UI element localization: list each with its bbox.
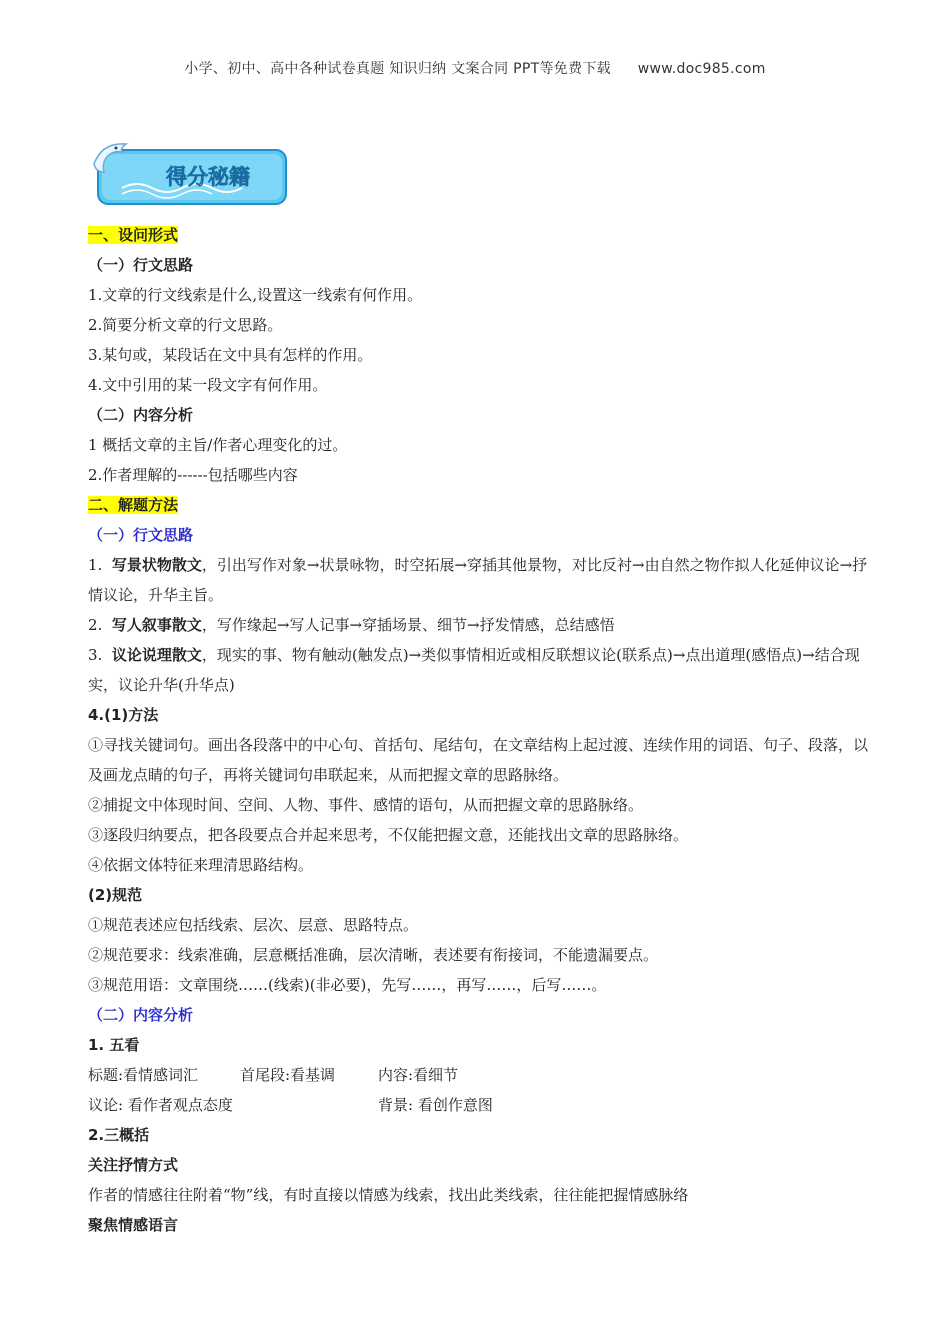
five-look-cell: 内容:看细节 [378, 1066, 459, 1084]
five-look-row-2 [88, 1090, 868, 1120]
list-item: ②捕捉文中体现时间、空间、人物、事件、感情的语句，从而把握文章的思路脉络。 [88, 796, 644, 814]
main-content [88, 220, 868, 1240]
three-summary-heading: 2.三概括 [88, 1126, 150, 1144]
list-item: 1.文章的行文线索是什么,设置这一线索有何作用。 [88, 286, 423, 304]
dolphin-badge-icon [92, 138, 288, 208]
section-title-1: 一、设问形式 [88, 226, 179, 244]
list-item: ②规范要求：线索准确，层意概括准确，层次清晰，表述要有衔接词，不能遗漏要点。 [88, 946, 659, 964]
method-label: 议论说理散文 [111, 646, 202, 664]
five-look-cell: 标题:看情感词汇 [88, 1066, 199, 1084]
method-4-heading: 4.(1)方法 [88, 706, 159, 724]
list-item: ③逐段归纳要点，把各段要点合并起来思考，不仅能把握文意，还能找出文章的思路脉络。 [88, 826, 689, 844]
subsection-1-1: （一）行文思路 [88, 256, 194, 274]
badge-label: 得分秘籍 [166, 165, 250, 189]
method-num: 1. [88, 556, 103, 574]
list-item: ③规范用语：文章围绕……(线索)(非必要)，先写……，再写……，后写……。 [88, 976, 607, 994]
method-label: 写人叙事散文 [111, 616, 202, 634]
list-item: ④依据文体特征来理清思路结构。 [88, 856, 314, 874]
method-text: ，引出写作对象→状景咏物，时空拓展→穿插其他景物，对比反衬→由自然之物作拟人化延伸议论→抒情议论，升华主旨。 [88, 556, 868, 604]
header-url[interactable]: www.doc985.com [637, 61, 766, 77]
header-text: 小学、初中、高中各种试卷真题 知识归纳 文案合同 PPT等免费下载 [184, 61, 611, 77]
method-item-2 [88, 610, 868, 640]
method-label: 写景状物散文 [111, 556, 202, 574]
page-header [0, 58, 950, 78]
list-item: 2.简要分析文章的行文思路。 [88, 316, 283, 334]
five-look-row-1 [88, 1060, 868, 1090]
method-item-3 [88, 640, 868, 700]
score-tips-badge [92, 138, 288, 208]
subsection-2-2: （二）内容分析 [88, 1006, 194, 1024]
lyric-text: 作者的情感往往附着“物”线，有时直接以情感为线索，找出此类线索，往往能把握情感脉络 [88, 1186, 689, 1204]
list-item: 2.作者理解的------包括哪些内容 [88, 466, 298, 484]
five-look-cell: 首尾段:看基调 [240, 1066, 336, 1084]
list-item: 4.文中引用的某一段文字有何作用。 [88, 376, 328, 394]
method-item-1 [88, 550, 868, 610]
subsection-1-2: （二）内容分析 [88, 406, 194, 424]
list-item: ①规范表述应包括线索、层次、层意、思路特点。 [88, 916, 419, 934]
subsection-2-1: （一）行文思路 [88, 526, 194, 544]
list-item: 3.某句或，某段话在文中具有怎样的作用。 [88, 346, 373, 364]
norm-heading: (2)规范 [88, 886, 143, 904]
emotion-language-heading: 聚焦情感语言 [88, 1216, 179, 1234]
method-text: ，现实的事、物有触动(触发点)→类似事情相近或相反联想议论(联系点)→点出道理(感悟点)→结合现实，议论升华(升华点) [88, 646, 860, 694]
lyric-heading: 关注抒情方式 [88, 1156, 179, 1174]
method-num: 3. [88, 646, 103, 664]
list-item: ①寻找关键词句。画出各段落中的中心句、首括句、尾结句，在文章结构上起过渡、连续作用的词语、句子、段落，以及画龙点睛的句子，再将关键词句串联起来，从而把握文章的思路脉络。 [88, 736, 869, 784]
five-look-cell: 背景: 看创作意图 [378, 1096, 493, 1114]
list-item: 1 概括文章的主旨/作者心理变化的过。 [88, 436, 348, 454]
method-text: ，写作缘起→写人记事→穿插场景、细节→抒发情感，总结感悟 [201, 616, 615, 634]
five-look-cell: 议论: 看作者观点态度 [88, 1096, 233, 1114]
section-title-2: 二、解题方法 [88, 496, 179, 514]
method-num: 2. [88, 616, 103, 634]
five-look-heading: 1. 五看 [88, 1036, 140, 1054]
